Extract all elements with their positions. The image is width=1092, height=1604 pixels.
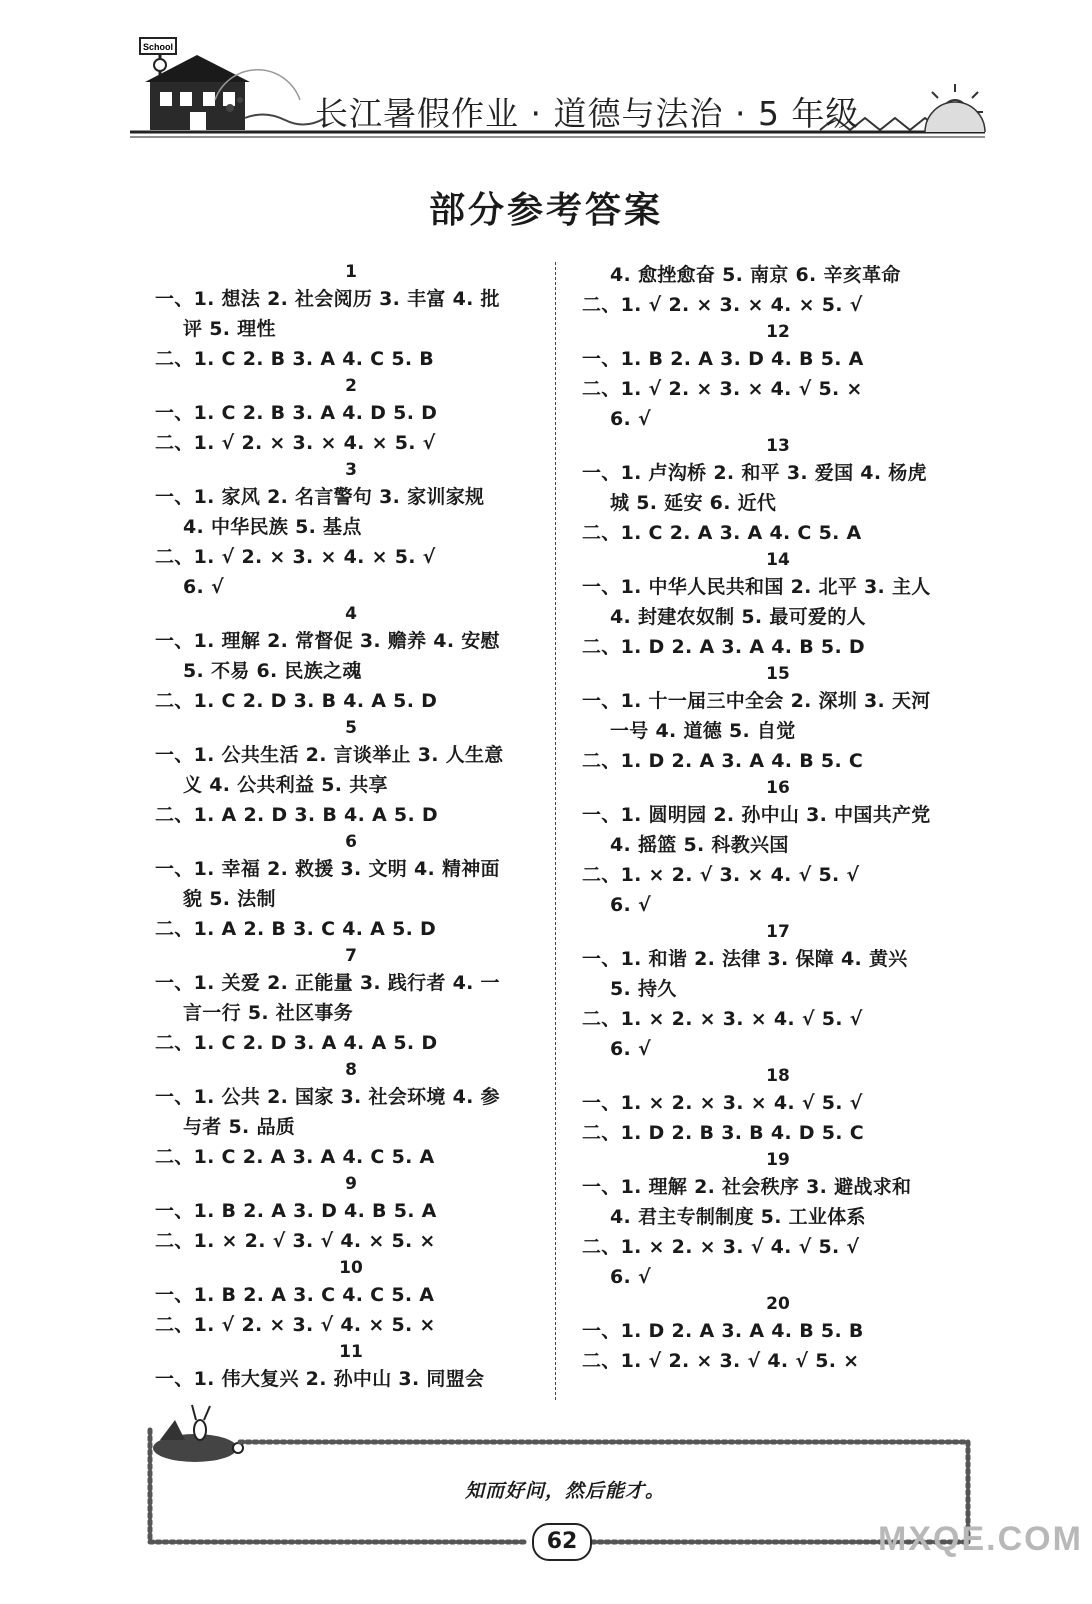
answer-section xyxy=(582,1148,974,1292)
answer-line: 一、1. 卢沟桥 2. 和平 3. 爱国 4. 杨虎 xyxy=(582,462,927,484)
answer-section xyxy=(155,1058,547,1172)
answer-line: 4. 君主专制制度 5. 工业体系 xyxy=(610,1206,866,1228)
answer-line: 5. 持久 xyxy=(610,978,677,1000)
answer-line: 二、1. √ 2. × 3. × 4. × 5. √ xyxy=(582,294,863,316)
header-title: 长江暑假作业 · 道德与法治 · 5 年级 xyxy=(315,94,860,133)
section-number: 13 xyxy=(766,436,790,456)
answer-line: 言一行 5. 社区事务 xyxy=(183,1002,353,1024)
answer-line: 二、1. D 2. A 3. A 4. B 5. C xyxy=(582,750,864,772)
answer-section xyxy=(155,374,547,458)
answer-section xyxy=(155,458,547,602)
answer-line: 4. 愈挫愈奋 5. 南京 6. 辛亥革命 xyxy=(610,264,901,286)
answer-line: 二、1. √ 2. × 3. × 4. √ 5. × xyxy=(582,378,863,400)
answer-line: 二、1. D 2. A 3. A 4. B 5. D xyxy=(582,636,865,658)
answer-line: 一、1. 十一届三中全会 2. 深圳 3. 天河 xyxy=(582,690,931,712)
answer-line: 与者 5. 品质 xyxy=(183,1116,296,1138)
answer-line: 二、1. A 2. B 3. C 4. A 5. D xyxy=(155,918,437,940)
answer-line: 二、1. × 2. × 3. √ 4. √ 5. √ xyxy=(582,1236,860,1258)
answer-line: 一、1. 理解 2. 常督促 3. 赡养 4. 安慰 xyxy=(155,630,500,652)
page-header xyxy=(0,0,1092,150)
answer-line: 二、1. C 2. A 3. A 4. C 5. A xyxy=(582,522,862,544)
answer-line: 一、1. D 2. A 3. A 4. B 5. B xyxy=(582,1320,864,1342)
answer-line: 一、1. 想法 2. 社会阅历 3. 丰富 4. 批 xyxy=(155,288,500,310)
section-number: 12 xyxy=(766,322,790,342)
section-number: 20 xyxy=(766,1294,790,1314)
footer-motto: 知而好问，然后能才。 xyxy=(465,1480,666,1502)
column-divider xyxy=(555,262,556,1400)
answers-left-column xyxy=(155,260,547,1394)
section-number: 15 xyxy=(766,664,790,684)
answer-line: 一、1. 公共 2. 国家 3. 社会环境 4. 参 xyxy=(155,1086,500,1108)
answer-line: 6. √ xyxy=(610,894,651,916)
answer-section xyxy=(582,1064,974,1148)
answer-section xyxy=(582,548,974,662)
answer-line: 5. 不易 6. 民族之魂 xyxy=(183,660,362,682)
answer-section xyxy=(582,260,974,320)
answer-line: 一、1. 幸福 2. 救援 3. 文明 4. 精神面 xyxy=(155,858,500,880)
school-building-icon xyxy=(140,38,250,130)
section-number: 18 xyxy=(766,1066,790,1086)
answer-line: 一、1. 圆明园 2. 孙中山 3. 中国共产党 xyxy=(582,804,931,826)
page-title: 部分参考答案 xyxy=(428,190,663,231)
answer-line: 一、1. × 2. × 3. × 4. √ 5. √ xyxy=(582,1092,863,1114)
answer-line: 一、1. 和谐 2. 法律 3. 保障 4. 黄兴 xyxy=(582,948,908,970)
answer-line: 一、1. 伟大复兴 2. 孙中山 3. 同盟会 xyxy=(155,1368,485,1390)
answer-section xyxy=(582,662,974,776)
answer-line: 一、1. B 2. A 3. D 4. B 5. A xyxy=(155,1200,437,1222)
section-number: 14 xyxy=(766,550,790,570)
answer-line: 二、1. C 2. D 3. A 4. A 5. D xyxy=(155,1032,438,1054)
answer-line: 一、1. B 2. A 3. C 4. C 5. A xyxy=(155,1284,435,1306)
section-number: 6 xyxy=(345,832,357,852)
answer-line: 6. √ xyxy=(610,408,651,430)
answer-section xyxy=(155,602,547,716)
answer-line: 二、1. × 2. √ 3. × 4. √ 5. √ xyxy=(582,864,860,886)
answer-section xyxy=(155,1340,547,1394)
answer-line: 城 5. 延安 6. 近代 xyxy=(610,492,777,514)
section-number: 10 xyxy=(339,1258,363,1278)
answer-line: 一、1. B 2. A 3. D 4. B 5. A xyxy=(582,348,864,370)
answer-section xyxy=(582,434,974,548)
answer-line: 二、1. A 2. D 3. B 4. A 5. D xyxy=(155,804,438,826)
section-number: 1 xyxy=(345,262,357,282)
answers-right-column xyxy=(582,260,974,1376)
answer-line: 二、1. √ 2. × 3. × 4. × 5. √ xyxy=(155,432,436,454)
section-number: 8 xyxy=(345,1060,357,1080)
answer-line: 6. √ xyxy=(183,576,224,598)
answer-line: 二、1. C 2. B 3. A 4. C 5. B xyxy=(155,348,435,370)
answer-section xyxy=(155,830,547,944)
section-number: 5 xyxy=(345,718,357,738)
answer-line: 一、1. 公共生活 2. 言谈举止 3. 人生意 xyxy=(155,744,504,766)
answer-line: 二、1. C 2. D 3. B 4. A 5. D xyxy=(155,690,438,712)
answer-line: 二、1. × 2. × 3. × 4. √ 5. √ xyxy=(582,1008,863,1030)
answer-line: 4. 中华民族 5. 基点 xyxy=(183,516,362,538)
section-number: 11 xyxy=(339,1342,363,1362)
answer-line: 一、1. 家风 2. 名言警句 3. 家训家规 xyxy=(155,486,485,508)
section-number: 3 xyxy=(345,460,357,480)
answer-line: 评 5. 理性 xyxy=(183,318,276,340)
answer-line: 二、1. × 2. √ 3. √ 4. × 5. × xyxy=(155,1230,436,1252)
answer-line: 二、1. √ 2. × 3. √ 4. × 5. × xyxy=(155,1314,436,1336)
answer-section xyxy=(582,920,974,1064)
answer-line: 一、1. 理解 2. 社会秩序 3. 避战求和 xyxy=(582,1176,912,1198)
section-number: 7 xyxy=(345,946,357,966)
answer-line: 二、1. √ 2. × 3. × 4. × 5. √ xyxy=(155,546,436,568)
section-number: 2 xyxy=(345,376,357,396)
answer-line: 6. √ xyxy=(610,1038,651,1060)
answer-line: 义 4. 公共利益 5. 共享 xyxy=(183,774,388,796)
answer-section xyxy=(582,776,974,920)
answer-section xyxy=(582,1292,974,1376)
answer-line: 4. 封建农奴制 5. 最可爱的人 xyxy=(610,606,866,628)
answer-line: 一、1. C 2. B 3. A 4. D 5. D xyxy=(155,402,438,424)
answer-line: 一号 4. 道德 5. 自觉 xyxy=(610,720,796,742)
answer-line: 二、1. C 2. A 3. A 4. C 5. A xyxy=(155,1146,435,1168)
answer-line: 二、1. √ 2. × 3. √ 4. √ 5. × xyxy=(582,1350,860,1372)
answer-section xyxy=(155,944,547,1058)
answer-section xyxy=(155,716,547,830)
answer-line: 一、1. 中华人民共和国 2. 北平 3. 主人 xyxy=(582,576,931,598)
answer-section xyxy=(582,320,974,434)
answer-section xyxy=(155,1172,547,1256)
section-number: 19 xyxy=(766,1150,790,1170)
answer-section xyxy=(155,1256,547,1340)
page-number: 62 xyxy=(532,1523,592,1561)
answer-line: 一、1. 关爱 2. 正能量 3. 践行者 4. 一 xyxy=(155,972,500,994)
section-number: 9 xyxy=(345,1174,357,1194)
section-number: 4 xyxy=(345,604,357,624)
rabbit-airplane-icon xyxy=(153,1405,243,1462)
answer-line: 貌 5. 法制 xyxy=(183,888,276,910)
answer-line: 二、1. D 2. B 3. B 4. D 5. C xyxy=(582,1122,864,1144)
answer-line: 6. √ xyxy=(610,1266,651,1288)
section-number: 16 xyxy=(766,778,790,798)
section-number: 17 xyxy=(766,922,790,942)
answer-section xyxy=(155,260,547,374)
watermark-text: MXQE.COM xyxy=(878,1520,1083,1558)
svg-text:School: School xyxy=(142,42,174,52)
answer-line: 4. 摇篮 5. 科教兴国 xyxy=(610,834,789,856)
